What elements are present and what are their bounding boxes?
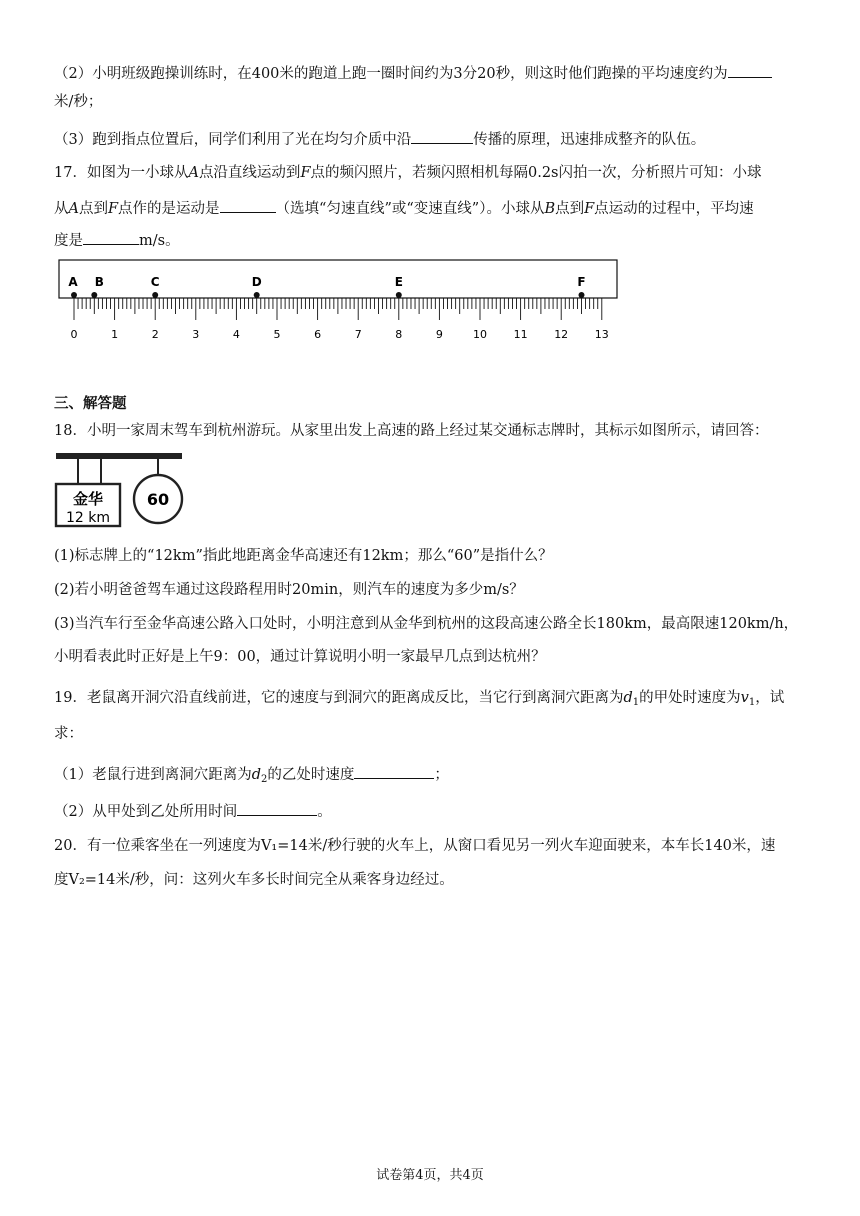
ball-position-label: C (150, 275, 160, 289)
ruler-tick-label: 5 (273, 328, 281, 341)
ruler-tick-label: 12 (554, 328, 569, 341)
q16-part2-line1: （2）小明班级跑操训练时，在400米的跑道上跑一圈时间约为3分20秒，则这时他们跑操的平均速度约为 (54, 62, 814, 84)
ruler-tick-label: 4 (232, 328, 240, 341)
q19-line1: 19．老鼠离开洞穴沿直线前进，它的速度与到洞穴的距离成反比，当它行到离洞穴距离为$d_1$的甲处时速度为$v_1$，试 (54, 690, 785, 708)
ball-position-label: F (577, 275, 586, 289)
ruler-tick-label: 1 (111, 328, 119, 341)
answer-blank[interactable] (237, 800, 317, 816)
ruler-tick-label: 7 (354, 328, 362, 341)
ball-position-dot (396, 292, 402, 298)
q20-line1: 20．有一位乘客坐在一列速度为V₁=14米/秒行驶的火车上，从窗口看见另一列火车迎面驶来，本车长140米，速 (54, 838, 776, 854)
answer-blank[interactable] (411, 128, 473, 144)
q19-part1: （1）老鼠行进到离洞穴距离为$d_2$的乙处时速度 ； (54, 763, 814, 790)
ball-position-dot (579, 292, 585, 298)
q19-part2: （2）从甲处到乙处所用时间 。 (54, 800, 814, 822)
q16-part3: （3）跑到指点位置后，同学们利用了光在均匀介质中沿 传播的原理，迅速排成整齐的队伍。 (54, 128, 814, 150)
speed-limit-text: 60 (146, 490, 170, 509)
q17-line3: 度是 m/s。 (54, 229, 814, 251)
q18-part3-line2: 小明看表此时正好是上午9：00，通过计算说明小明一家最早几点到达杭州？ (54, 649, 546, 665)
traffic-sign-figure (54, 448, 186, 532)
ball-position-dot (91, 292, 97, 298)
ball-position-dot (152, 292, 158, 298)
ball-position-label: B (94, 275, 104, 289)
answer-blank[interactable] (220, 197, 276, 213)
answer-blank[interactable] (728, 62, 772, 78)
ruler-tick-label: 13 (594, 328, 609, 341)
q18-part1: (1)标志牌上的“12km”指此地距离金华高速还有12km；那么“60”是指什么？ (54, 548, 553, 564)
q16-part2-line2: 米/秒； (54, 94, 103, 110)
answer-blank[interactable] (354, 763, 434, 779)
photo-frame (59, 260, 617, 298)
strobe-photo-ruler-figure (58, 258, 624, 344)
ruler-tick-label: 0 (70, 328, 78, 341)
ruler-tick-label: 11 (513, 328, 528, 341)
q18-part3-line1: (3)当汽车行至金华高速公路入口处时，小明注意到从金华到杭州的这段高速公路全长180km，最高限速120km/h， (54, 616, 799, 632)
sign-distance-text: 12 km (65, 510, 111, 526)
section-title: 三、解答题 (54, 395, 127, 412)
q18-intro: 18．小明一家周末驾车到杭州游玩。从家里出发上高速的路上经过某交通标志牌时，其标示如图所示，请回答： (54, 423, 769, 439)
ruler-tick-label: 9 (435, 328, 443, 341)
q18-part2: (2)若小明爸爸驾车通过这段路程用时20min，则汽车的速度为多少m/s？ (54, 582, 524, 598)
ruler-tick-label: 10 (473, 328, 487, 341)
ball-position-label: E (394, 275, 403, 289)
q17-line1: 17．如图为一小球从A点沿直线运动到F点的频闪照片，若频闪照相机每隔0.2s闪拍一次，分析照片可知：小球 (54, 165, 762, 181)
ruler-tick-label: 3 (192, 328, 200, 341)
ball-position-dot (254, 292, 260, 298)
ball-position-label: D (251, 275, 262, 289)
ball-position-label: A (68, 275, 78, 289)
answer-blank[interactable] (83, 229, 139, 245)
ruler-tick-label: 6 (314, 328, 322, 341)
ruler-tick-label: 2 (151, 328, 159, 341)
ball-position-dot (71, 292, 77, 298)
page-footer: 试卷第4页，共4页 (376, 1168, 484, 1183)
q17-line2: 从A点到F点作的是运动是 （选填“匀速直线”或“变速直线”）。小球从B点到F点运动的过程中，平均速 (54, 197, 814, 219)
sign-bar (56, 453, 182, 459)
ruler-tick-label: 8 (395, 328, 403, 341)
q20-line2: 度V₂=14米/秒，问：这列火车多长时间完全从乘客身边经过。 (54, 872, 454, 888)
q19-line2: 求： (54, 726, 83, 742)
sign-city-text: 金华 (72, 490, 104, 508)
